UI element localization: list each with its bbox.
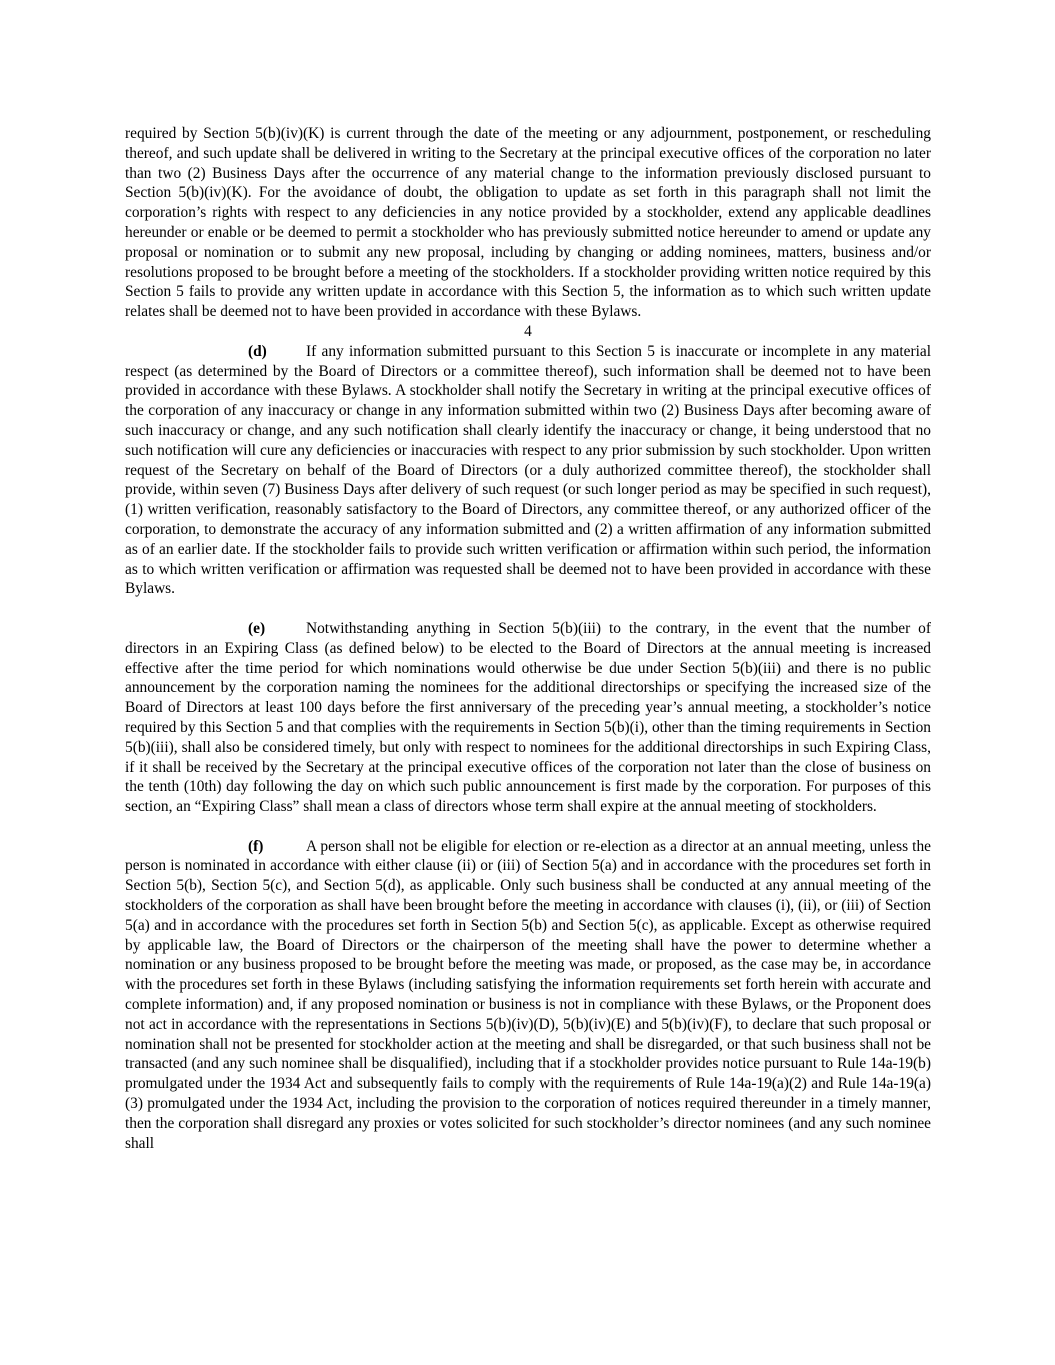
section-e-label: (e) xyxy=(248,619,266,637)
section-e-paragraph xyxy=(125,619,931,817)
section-d-text: If any information submitted pursuant to this Section 5 is inaccurate or incomplete in any material respect (as determined by the Board of Directors or a committee thereof), such information shall be deemed not to have been provided in accordance with these Bylaws. A stockholder shall notify the Secretary in writing at the principal executive offices of the corporation of any inaccuracy or change in any information submitted within two (2) Business Days after becoming aware of such inaccuracy or change, and any such notification shall clearly identify the inaccuracy or change, it being understood that no such notification will cure any deficiencies or inaccuracies with respect to any prior submission by such stockholder. Upon written request of the Secretary on behalf of the Board of Directors (or a duly authorized committee thereof), the stockholder shall provide, within seven (7) Business Days after delivery of such request (or such longer period as may be specified in such request), (1) written verification, reasonably satisfactory to the Board of Directors, any committee thereof, or any authorized officer of the corporation, to demonstrate the accuracy of any information submitted and (2) a written affirmation of any information submitted as of an earlier date. If the stockholder fails to provide such written verification or affirmation within such period, the information as to which written verification or affirmation was requested shall be deemed not to have been provided in accordance with these Bylaws. xyxy=(125,342,931,598)
section-d-label: (d) xyxy=(248,342,267,360)
section-f-paragraph xyxy=(125,837,931,1154)
section-d-paragraph xyxy=(125,342,931,599)
section-e-text: Notwithstanding anything in Section 5(b)(iii) to the contrary, in the event that the number of directors in an Expiring Class (as defined below) to be elected to the Board of Directors at the annual meeting is increased effective after the time period for which nominations would otherwise be due under Section 5(b)(iii) and there is no public announcement by the corporation naming the nominees for the additional directorships or specifying the increased size of the Board of Directors at least 100 days before the first anniversary of the preceding year’s annual meeting, a stockholder’s notice required by this Section 5 and that complies with the requirements in Section 5(b)(i), other than the timing requirements in Section 5(b)(iii), shall also be considered timely, but only with respect to nominees for the additional directorships in such Expiring Class, if it shall be received by the Secretary at the principal executive offices of the corporation not later than the close of business on the tenth (10th) day following the day on which such public announcement is first made by the corporation. For purposes of this section, an “Expiring Class” shall mean a class of directors whose term shall expire at the annual meeting of stockholders. xyxy=(125,619,931,816)
continuation-paragraph: required by Section 5(b)(iv)(K) is current through the date of the meeting or any adjournment, postponement, or rescheduling thereof, and such update shall be delivered in writing to the Secretary at the principal executive offices of the corporation no later than two (2) Business Days after the occurrence of any material change to the information previously disclosed pursuant to Section 5(b)(iv)(K). For the avoidance of doubt, the obligation to update as set forth in this paragraph shall not limit the corporation’s rights with respect to any deficiencies in any notice provided by a stockholder, extend any applicable deadlines hereunder or enable or be deemed to permit a stockholder who has previously submitted notice hereunder to amend or update any proposal or nomination or to submit any new proposal, including by changing or adding nominees, matters, business and/or resolutions proposed to be brought before a meeting of the stockholders. If a stockholder providing written notice required by this Section 5 fails to provide any written update in accordance with this Section 5, the information as to which such written update relates shall be deemed not to have been provided in accordance with these Bylaws. xyxy=(125,125,931,321)
section-f-label: (f) xyxy=(248,837,264,855)
document-page xyxy=(125,124,931,1153)
section-f-text: A person shall not be eligible for election or re-election as a director at an annual meeting, unless the person is nominated in accordance with either clause (ii) or (iii) of Section 5(a) and in accordance with the procedures set forth in Section 5(b), Section 5(c), and Section 5(d), as applicable. Only such business shall be conducted at any annual meeting of the stockholders of the corporation as shall have been brought before the meeting in accordance with clauses (i), (ii), or (iii) of Section 5(a) and in accordance with the procedures set forth in Section 5(b) and Section 5(c), as applicable. Except as otherwise required by applicable law, the Board of Directors or the chairperson of the meeting shall have the power to determine whether a nomination or any business proposed to be brought before the meeting was made, or proposed, as the case may be, in accordance with the procedures set forth in these Bylaws (including satisfying the information requirements set forth herein with accurate and complete information) and, if any proposed nomination or business is not in compliance with these Bylaws, or the Proponent does not act in accordance with the representations in Sections 5(b)(iv)(D), 5(b)(iv)(E) and 5(b)(iv)(F), to declare that such proposal or nomination shall not be presented for stockholder action at the meeting and shall be disregarded, or that such business shall not be transacted (and any such nominee shall be disqualified), including that if a stockholder provides notice pursuant to Rule 14a-19(b) promulgated under the 1934 Act and subsequently fails to comply with the requirements of Rule 14a-19(a)(2) and Rule 14a-19(a)(3) promulgated under the 1934 Act, including the provision to the corporation of notices required thereunder in a timely manner, then the corporation shall disregard any proxies or votes solicited for such stockholder’s director nominees (and any such nominee shall xyxy=(125,837,931,1152)
page-number: 4 xyxy=(524,322,532,340)
